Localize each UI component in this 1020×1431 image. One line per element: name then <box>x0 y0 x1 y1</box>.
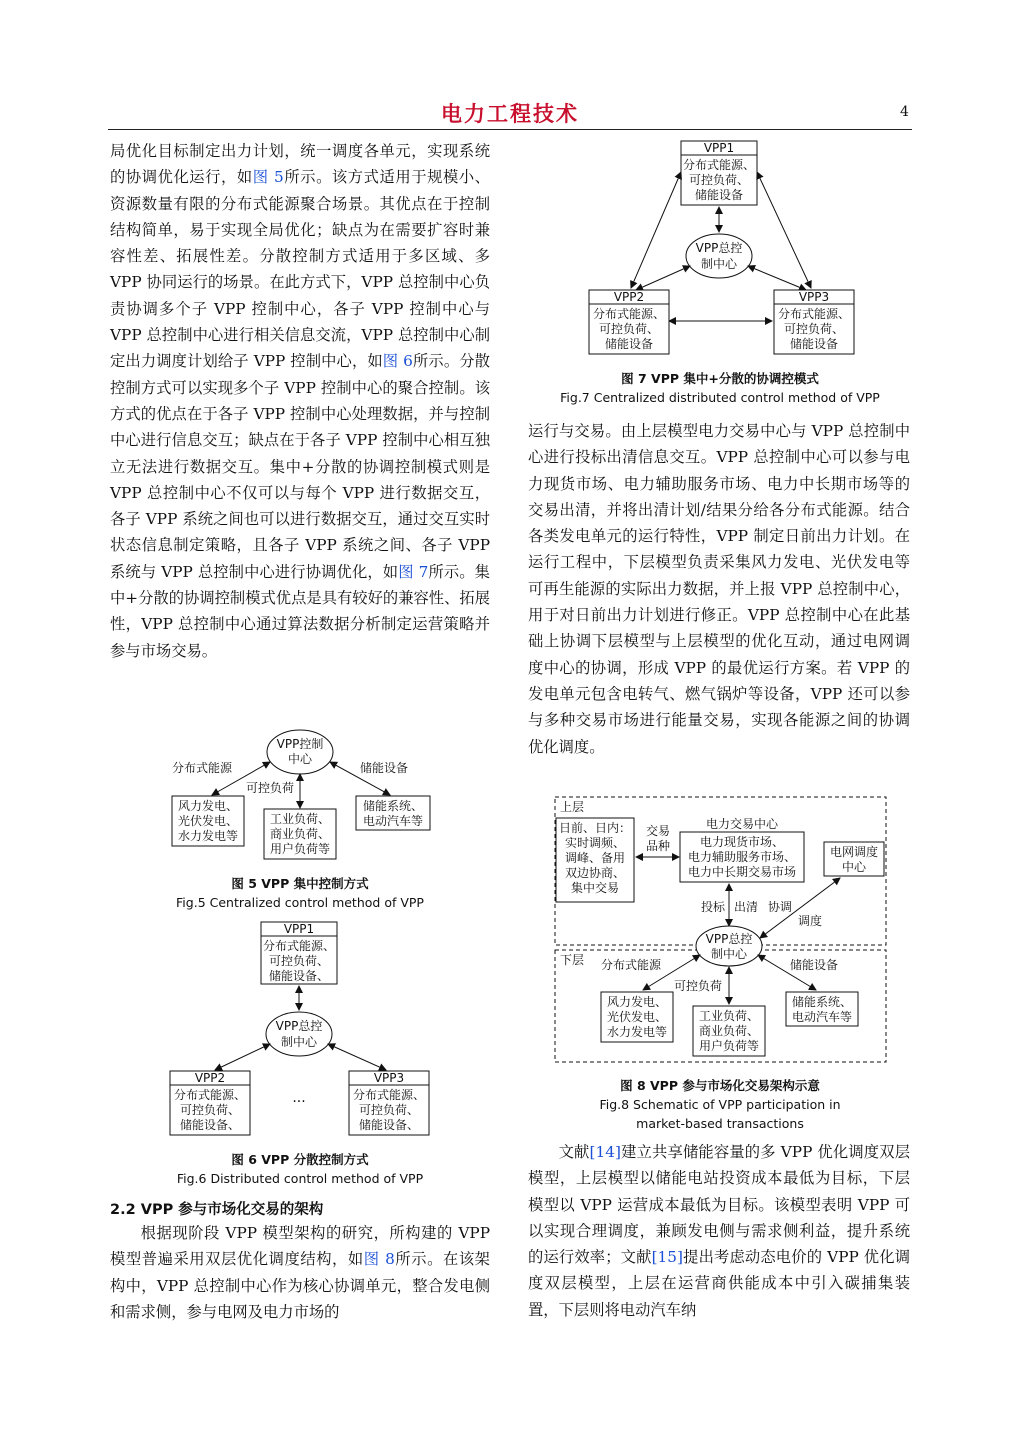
svg-text:VPP1: VPP1 <box>703 141 735 155</box>
svg-text:水力发电等: 水力发电等 <box>177 829 239 843</box>
svg-text:分布式能源、: 分布式能源、 <box>352 1088 426 1102</box>
svg-text:储能系统、: 储能系统、 <box>362 799 424 813</box>
svg-text:可控负荷、: 可控负荷、 <box>598 322 660 336</box>
fig5-center-line2: 中心 <box>287 752 313 766</box>
fig5-label-left: 分布式能源 <box>172 761 233 775</box>
svg-text:上层: 上层 <box>560 800 585 814</box>
fig7-caption-zh: 图 7 VPP 集中+分散的协调控模式 <box>621 371 819 386</box>
svg-text:电动汽车等: 电动汽车等 <box>362 814 424 828</box>
svg-text:VPP2: VPP2 <box>194 1071 226 1085</box>
svg-text:分布式能源、: 分布式能源、 <box>777 307 851 321</box>
svg-text:电网调度: 电网调度 <box>829 845 879 859</box>
fig6-caption-zh: 图 6 VPP 分散控制方式 <box>231 1152 369 1167</box>
svg-text:VPP总控: VPP总控 <box>705 932 753 946</box>
fig5-label-mid: 可控负荷 <box>246 781 295 795</box>
svg-text:储能设备、: 储能设备、 <box>268 969 330 983</box>
svg-text:VPP1: VPP1 <box>283 922 315 936</box>
svg-text:可控负荷、: 可控负荷、 <box>783 322 845 336</box>
svg-text:储能设备、: 储能设备、 <box>358 1118 420 1132</box>
para-text: 文献 <box>558 1143 590 1161</box>
svg-text:储能系统、: 储能系统、 <box>791 995 853 1009</box>
svg-text:电力辅助服务市场、: 电力辅助服务市场、 <box>687 850 797 864</box>
citation-link[interactable]: [15] <box>651 1248 683 1267</box>
fig6-diagram <box>170 922 429 1135</box>
left-column-bottom-text <box>110 1220 490 1325</box>
svg-text:电动汽车等: 电动汽车等 <box>791 1010 853 1024</box>
right-column-text <box>528 418 910 760</box>
para-text: 所示。该方式适用于规模小、资源数量有限的分布式能源聚合场景。其优点在于控制结构简单，易于实现全局优化；缺点为在需要扩容时兼容性差、拓展性差。分散控制方式适用于多区域、多 VPP 协同运行的场景。在此方式下，VPP 总控制中心负责协调多个子 VPP 控制中心，各子 VPP 控制中心与 VPP 总控制中心进行相关信息交流，VPP 总控制中心制定出力调度计划给子 VPP 控制中心，如 <box>110 168 490 371</box>
fig5-caption-zh: 图 5 VPP 集中控制方式 <box>231 876 369 891</box>
page-number: 4 <box>900 104 909 120</box>
svg-text:储能设备: 储能设备 <box>789 337 839 351</box>
fig5-caption <box>150 874 450 912</box>
svg-text:分布式能源、: 分布式能源、 <box>682 158 756 172</box>
svg-text:储能设备: 储能设备 <box>604 337 654 351</box>
svg-text:日前、日内：: 日前、日内： <box>558 821 632 835</box>
figure-link[interactable]: 图 6 <box>382 352 413 371</box>
fig8-caption-zh: 图 8 VPP 参与市场化交易架构示意 <box>620 1078 820 1093</box>
svg-text:分布式能源: 分布式能源 <box>601 958 662 972</box>
fig8-caption <box>528 1076 912 1133</box>
para-text: 运行与交易。由上层模型电力交易中心与 VPP 总控制中心进行投标出清信息交互。VPP 总控制中心可以参与电力现货市场、电力辅助服务市场、电力中长期市场等的交易出清，并将出清计划/结果分给各分布式能源。结合各类发电单元的运行特性，VPP 制定日前出力计划。在运行工程中，下层模型负责采集风力发电、光伏发电等可再生能源的实际出力数据，并上报 VPP 总控制中心，用于对日前出力计划进行修正。VPP 总控制中心在此基础上协调下层模型与上层模型的优化互动，通过电网调度中心的协调，形成 VPP 的最优运行方案。若 VPP 的发电单元包含电转气、燃气锅炉等设备，VPP 还可以参与多种交易市场进行能量交易，实现各能源之间的协调优化调度。 <box>528 422 910 756</box>
svg-text:风力发电、: 风力发电、 <box>606 995 668 1009</box>
fig7-caption <box>528 369 912 407</box>
para-text: 局优化目标制定出力计划，统一调度各单元，实现系统的协调优化运行，如 <box>110 142 490 187</box>
svg-text:储能设备、: 储能设备、 <box>179 1118 241 1132</box>
fig8-diagram <box>555 797 886 1062</box>
fig6-arrow-left <box>215 1044 270 1070</box>
svg-text:用户负荷等: 用户负荷等 <box>269 842 331 856</box>
fig6-arrow-right <box>328 1044 386 1070</box>
svg-text:可控负荷、: 可控负荷、 <box>179 1103 241 1117</box>
fig8-caption-en2: market-based transactions <box>636 1116 804 1131</box>
svg-text:出清: 出清 <box>733 900 759 914</box>
svg-text:储能设备: 储能设备 <box>694 188 744 202</box>
svg-text:商业负荷、: 商业负荷、 <box>698 1024 760 1038</box>
fig5-diagram <box>172 730 430 859</box>
journal-title: 电力工程技术 <box>441 101 579 126</box>
figure-link[interactable]: 图 8 <box>363 1250 395 1269</box>
fig5-center-line1: VPP控制 <box>276 737 324 751</box>
svg-text:投标: 投标 <box>700 900 726 914</box>
svg-text:分布式能源、: 分布式能源、 <box>592 307 666 321</box>
para-text: 提出考虑动态电价的 VPP 优化调度双层模型，上层在运营商供能成本中引入碳捕集装置，下层则将电动汽车纳 <box>528 1248 910 1319</box>
para-text: 根据现阶段 VPP 模型架构的研究，所构建的 VPP 模型普遍采用双层优化调度结构，如 <box>110 1224 490 1269</box>
svg-text:电力现货市场、: 电力现货市场、 <box>699 835 785 849</box>
fig6-ellipsis: ··· <box>292 1094 306 1110</box>
svg-text:用户负荷等: 用户负荷等 <box>698 1039 760 1053</box>
fig6-caption-en: Fig.6 Distributed control method of VPP <box>176 1171 424 1186</box>
svg-text:调峰、备用: 调峰、备用 <box>564 851 626 865</box>
svg-text:可控负荷、: 可控负荷、 <box>358 1103 420 1117</box>
svg-text:分布式能源、: 分布式能源、 <box>262 939 336 953</box>
citation-link[interactable]: [14] <box>589 1143 621 1161</box>
para-text: 所示。在该架构中，VPP 总控制中心作为核心协调单元，整合发电侧和需求侧，参与电网及电力市场的 <box>110 1250 490 1321</box>
fig8-caption-en1: Fig.8 Schematic of VPP participation in <box>599 1097 841 1112</box>
svg-text:集中交易: 集中交易 <box>570 881 620 895</box>
svg-text:工业负荷、: 工业负荷、 <box>698 1009 760 1023</box>
svg-text:实时调频、: 实时调频、 <box>564 836 626 850</box>
svg-text:可控负荷: 可控负荷 <box>674 979 723 993</box>
right-column-bottom-text <box>528 1139 910 1323</box>
para-text: 所示。分散控制方式可以实现多个子 VPP 控制中心的聚合控制。该方式的优点在于各子 VPP 控制中心处理数据，并与控制中心进行信息交互；缺点在于各子 VPP 控制中心相互独立无法进行数据交互。集中+分散的协调控制模式则是 VPP 总控制中心不仅可以与每个 VPP 进行数据交互，各子 VPP 系统之间也可以进行数据交互，通过交互实时状态信息制定策略，且各子 VPP 系统之间、各子 VPP 系统与 VPP 总控制中心进行协调优化，如 <box>110 352 490 581</box>
svg-text:VPP总控: VPP总控 <box>275 1019 323 1033</box>
svg-text:制中心: 制中心 <box>280 1035 318 1049</box>
svg-text:双边协商、: 双边协商、 <box>564 866 626 880</box>
fig5-caption-en: Fig.5 Centralized control method of VPP <box>176 895 424 910</box>
svg-text:制中心: 制中心 <box>710 947 748 961</box>
svg-text:协调: 协调 <box>767 900 793 914</box>
svg-text:品种: 品种 <box>645 839 671 853</box>
svg-text:分布式能源、: 分布式能源、 <box>173 1088 247 1102</box>
figure-link[interactable]: 图 5 <box>252 168 284 187</box>
svg-text:可控负荷、: 可控负荷、 <box>688 173 750 187</box>
svg-text:交易: 交易 <box>645 824 671 838</box>
svg-text:商业负荷、: 商业负荷、 <box>269 827 331 841</box>
figure-link[interactable]: 图 7 <box>398 562 429 581</box>
section-heading: 2.2 VPP 参与市场化交易的架构 <box>110 1202 324 1218</box>
svg-text:光伏发电、: 光伏发电、 <box>177 814 239 828</box>
svg-text:水力发电等: 水力发电等 <box>606 1025 668 1039</box>
fig7-diagram <box>589 141 854 354</box>
svg-text:VPP2: VPP2 <box>613 290 645 304</box>
svg-text:VPP3: VPP3 <box>373 1071 405 1085</box>
svg-text:电力中长期交易市场: 电力中长期交易市场 <box>687 865 797 879</box>
para-text: 建立共享储能容量的多 VPP 优化调度双层模型，上层模型以储能电站投资成本最低为目标，下层模型以 VPP 运营成本最低为目标。该模型表明 VPP 可以实现合理调度，兼顾发电侧与需求侧利益，提升系统的运行效率；文献 <box>528 1143 910 1267</box>
svg-text:光伏发电、: 光伏发电、 <box>606 1010 668 1024</box>
svg-text:电力交易中心: 电力交易中心 <box>705 817 779 831</box>
fig6-caption <box>150 1150 450 1188</box>
fig7-caption-en: Fig.7 Centralized distributed control method of VPP <box>560 390 880 405</box>
svg-text:VPP总控: VPP总控 <box>695 241 743 255</box>
svg-text:储能设备: 储能设备 <box>790 958 839 972</box>
svg-text:风力发电、: 风力发电、 <box>177 799 239 813</box>
fig5-label-right: 储能设备 <box>360 761 409 775</box>
svg-text:中心: 中心 <box>841 860 867 874</box>
svg-text:可控负荷、: 可控负荷、 <box>268 954 330 968</box>
svg-text:调度: 调度 <box>797 914 823 928</box>
svg-text:下层: 下层 <box>560 953 585 967</box>
svg-text:工业负荷、: 工业负荷、 <box>269 812 331 826</box>
para-text: 所示。集中+分散的协调控制模式优点是具有较好的兼容性、拓展性，VPP 总控制中心通过算法数据分析制定运营策略并参与市场交易。 <box>110 562 490 660</box>
svg-text:VPP3: VPP3 <box>798 290 830 304</box>
svg-text:制中心: 制中心 <box>700 257 738 271</box>
